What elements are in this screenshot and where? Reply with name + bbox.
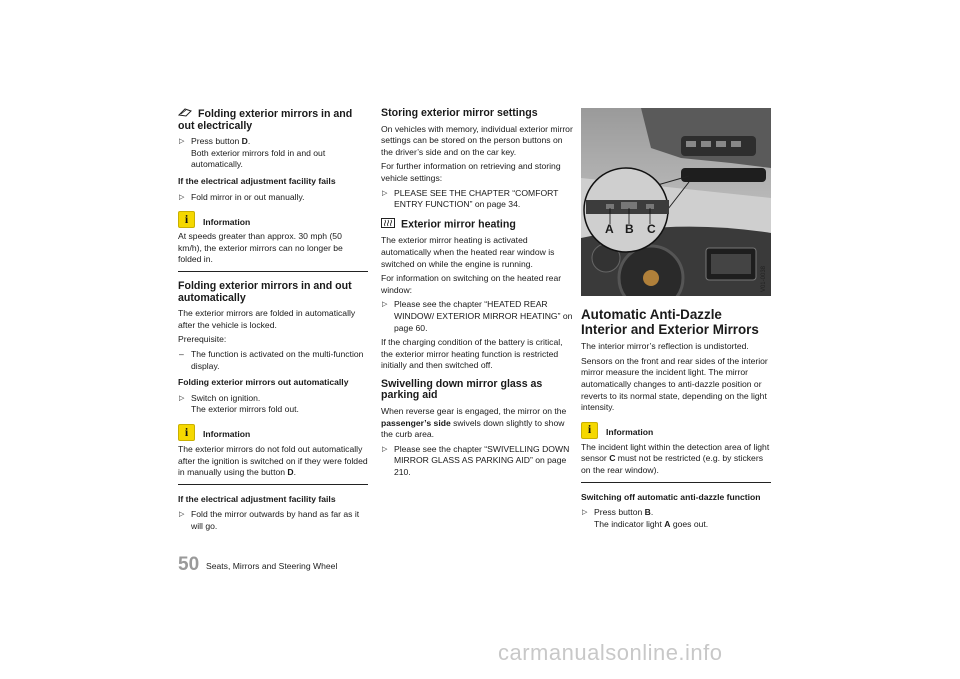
column-3 (581, 108, 771, 533)
page-number: 50 (178, 554, 200, 575)
step-press-button-b: ▷ Press button B. The indicator light A goes out. (582, 507, 709, 529)
step-see-heated-rear-window: ▷ Please see the chapter “HEATED REAR WINDOW/ EXTERIOR MIRROR HEATING” on page 60. (382, 299, 573, 333)
chapter-title: Seats, Mirrors and Steering Wheel (206, 561, 338, 571)
step-switch-on-ignition: ▷ Switch on ignition. The exterior mirrors fold out. (179, 392, 299, 415)
section-title-fold-electric: Folding exterior mirrors in and out electrically (178, 108, 353, 132)
divider (178, 484, 368, 485)
subheading-switch-off-anti-dazzle: Switching off automatic anti-dazzle function (581, 491, 761, 502)
subheading-adjustment-fails-2: If the electrical adjustment facility fails (178, 493, 336, 504)
section-title-storing-settings: Storing exterior mirror settings (381, 107, 538, 119)
divider (581, 482, 771, 483)
information-icon: i (178, 211, 195, 228)
paragraph-heating-info: For information on switching on the heated rear window: (381, 273, 562, 295)
info-text-light-sensor: The incident light within the detection area of light sensor C must not be restricted (e.g. by stickers on the rear window). (581, 441, 770, 475)
step-arrow-icon: ▷ (582, 509, 588, 517)
paragraph-battery: If the charging condition of the battery is critical, the exterior mirror heating function is restricted initially and then switched off. (381, 337, 563, 371)
step-press-button-d: ▷ Press button D. Both exterior mirrors fold in and out automatically. (179, 136, 326, 170)
photo-code: V01-0038 (761, 265, 768, 292)
paragraph-further-info: For further information on retrieving and storing vehicle settings: (381, 161, 561, 183)
step-arrow-icon: ▷ (382, 445, 388, 453)
paragraph-memory: On vehicles with memory, individual exterior mirror settings can be stored on the person buttons on the driver’s side and on the car key. (381, 123, 573, 157)
interior-mirror-photo (581, 108, 771, 296)
column-2 (381, 108, 573, 482)
watermark: carmanualsonline.info (498, 640, 723, 665)
section-title-swivelling: Swivelling down mirror glass as parking aid (381, 377, 543, 402)
column-1 (178, 108, 368, 536)
photo-label-c: C (647, 222, 656, 236)
section-title-anti-dazzle: Automatic Anti-Dazzle Interior and Exterior Mirrors (581, 307, 759, 337)
photo-label-a: A (605, 222, 614, 236)
paragraph-sensors: Sensors on the front and rear sides of the interior mirror measure the incident light. The mirror automatically changes to anti-dazzle position or reverts to its normal state, depending on the light intensity. (581, 355, 768, 413)
prerequisite-label: Prerequisite: (178, 334, 227, 345)
step-see-swivelling: ▷ Please see the chapter “SWIVELLING DOWN MIRROR GLASS AS PARKING AID” on page 210. (382, 443, 570, 478)
info-box-header: i Information (178, 211, 368, 228)
step-arrow-icon: ▷ (382, 189, 388, 197)
information-icon: i (178, 424, 195, 441)
info-text-speed: At speeds greater than approx. 30 mph (50 km/h), the exterior mirrors can no longer be folded in. (178, 231, 343, 265)
paragraph-folded-after-lock: The exterior mirrors are folded in automatically after the vehicle is locked. (178, 308, 356, 330)
info-box-header: i Information (178, 424, 368, 441)
subheading-fold-out-auto: Folding exterior mirrors out automatically (178, 377, 349, 388)
section-title-mirror-heating: Exterior mirror heating (381, 218, 573, 232)
section-title-fold-auto: Folding exterior mirrors in and out automatically (178, 280, 352, 304)
mirror-heating-icon (381, 218, 395, 232)
step-arrow-icon: ▷ (382, 301, 388, 309)
paragraph-reverse-gear: When reverse gear is engaged, the mirror on the passenger’s side swivels down slightly to show the curb area. (381, 406, 567, 440)
step-arrow-icon: ▷ (179, 138, 185, 146)
step-fold-manually: ▷ Fold mirror in or out manually. (179, 191, 305, 202)
paragraph-heating-auto: The exterior mirror heating is activated automatically when the heated rear window is switched on while the engine is running. (381, 235, 555, 269)
info-text-manual-fold: The exterior mirrors do not fold out automatically after the ignition is switched on if they were folded in manually using the button D. (178, 443, 368, 478)
prerequisite-item: – The function is activated on the multi-function display. (179, 349, 364, 371)
info-box-header: i Information (581, 422, 771, 439)
step-fold-outwards: ▷ Fold the mirror outwards by hand as far as it will go. (179, 509, 360, 531)
subheading-adjustment-fails: If the electrical adjustment facility fails (178, 176, 336, 187)
step-see-comfort-entry: ▷ PLEASE SEE THE CHAPTER “COMFORT ENTRY FUNCTION” on page 34. (382, 187, 559, 210)
step-arrow-icon: ▷ (179, 193, 185, 201)
information-icon: i (581, 422, 598, 439)
step-arrow-icon: ▷ (179, 511, 185, 519)
paragraph-undistorted: The interior mirror’s reflection is undistorted. (581, 341, 749, 352)
divider (178, 271, 368, 272)
step-arrow-icon: ▷ (179, 394, 185, 402)
photo-label-b: B (625, 222, 634, 236)
